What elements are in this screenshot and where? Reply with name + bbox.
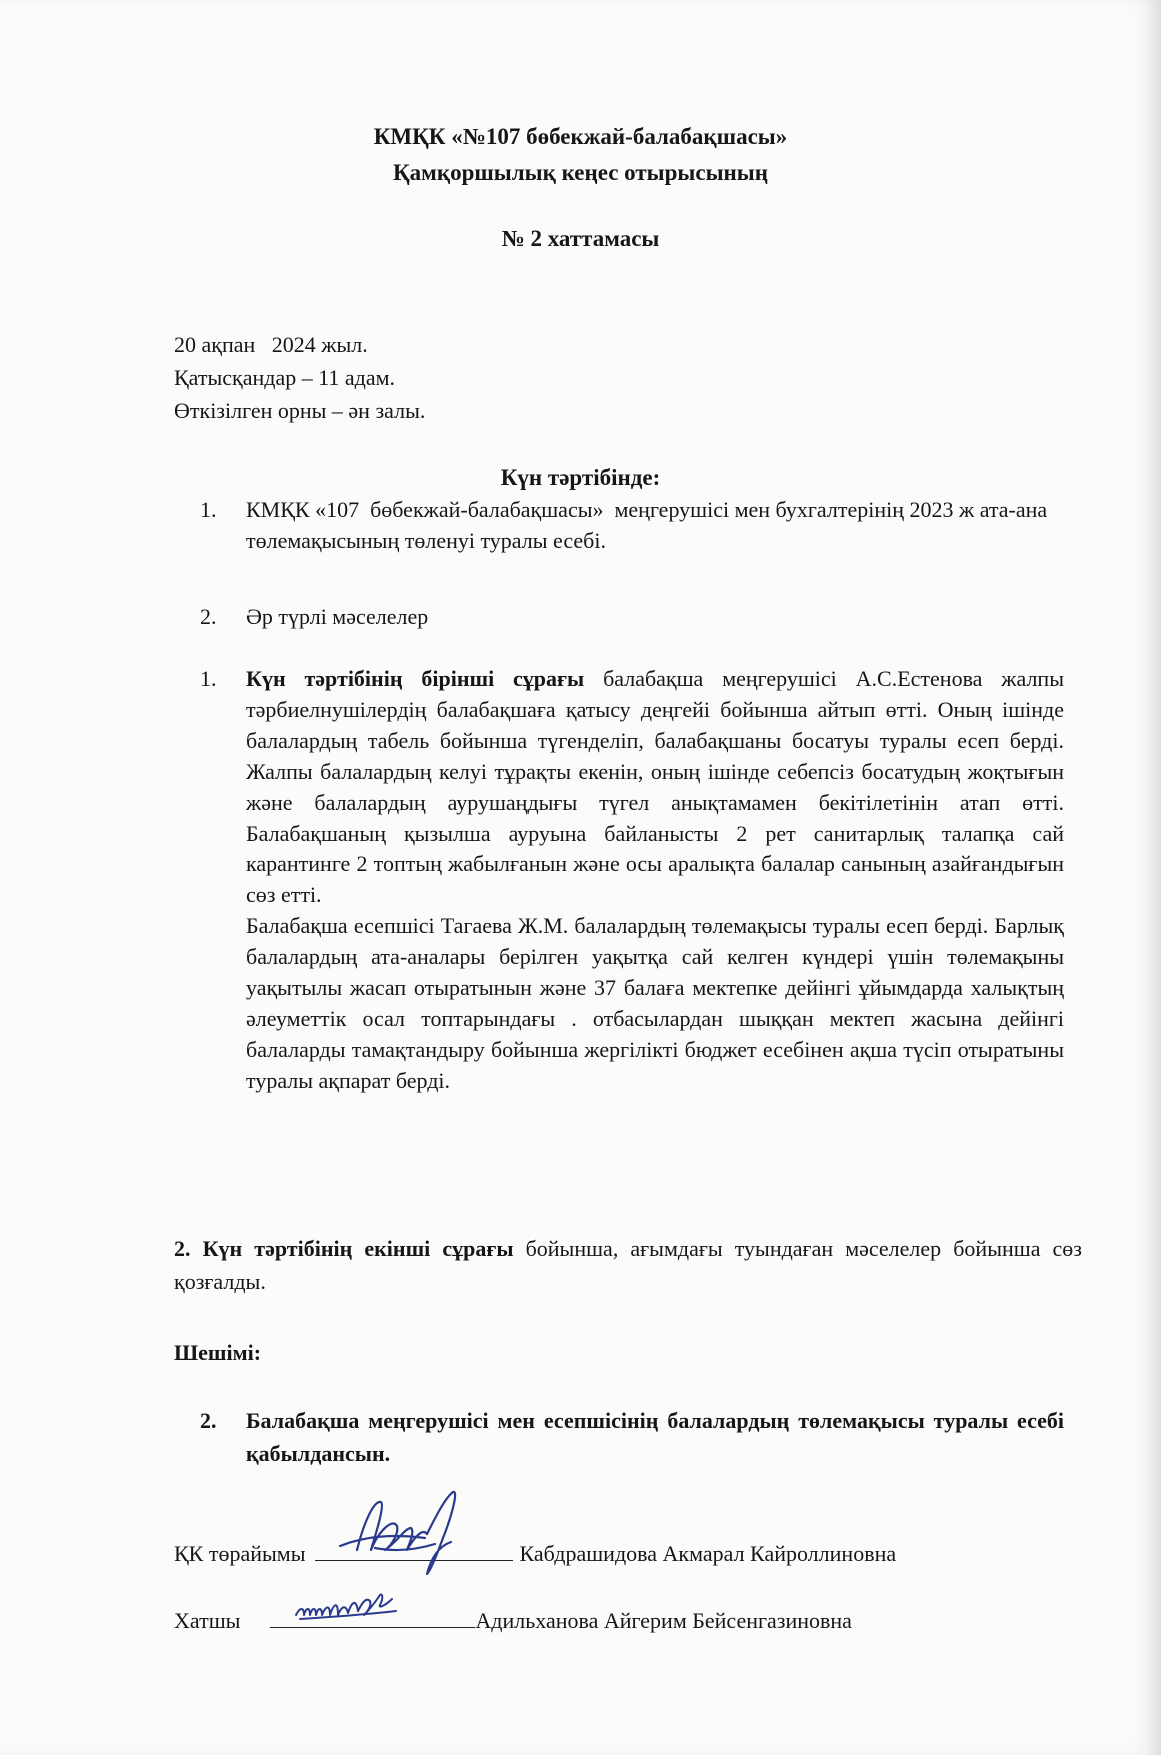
decision-item-text: Балабақша меңгерушісі мен есепшісінің балалардың төлемақысы туралы есебі қабылдансын. [246,1408,1064,1466]
protocol-number: № 2 хаттамасы [501,226,660,251]
agenda-item-number: 1. [200,497,217,522]
discussion-item-2 [174,1232,1082,1298]
meeting-attendees: Қатысқандар – 11 адам. [174,365,396,390]
discussion-text-2: бойынша, ағымдағы туындаған мәселелер бойынша сөз қозғалды. [174,1236,1082,1294]
chair-signature-icon [335,1488,485,1578]
agenda-heading: Күн тәртібінде: [500,465,661,490]
decision-item [200,1404,1064,1470]
agenda-item-number: 2. [200,604,217,629]
meeting-date: 20 ақпан 2024 жыл. [174,332,368,357]
decision-heading: Шешімі: [174,1340,262,1365]
document-subtitle: Қамқоршылық кеңес отырысының [392,160,769,185]
agenda-item-2 [200,601,1064,632]
discussion-paragraph-2: Балабақша есепшісі Тагаева Ж.М. балалардың төлемақысы туралы есеп берді. Барлық балалардың ата-аналары берілген уақытқа сай келген күндері үшін төлемақыны уақытылы жасап отыратынын және 37 балаға мектепке дейінгі ұйымдарда халықтың әлеуметтік осал топтарындағы . отбасылардан шыққан мектеп жасына дейінгі балаларды тамақтандыру бойынша жергілікті бюджет есебінен ақша түсіп отыратыны туралы ақпарат берді. [246,913,1064,1093]
chair-signature-line [174,1538,896,1567]
discussion-text-1: балабақша меңгерушісі А.С.Естенова жалпы тәрбиелнушілердің балабақшаға қатысу деңгейі бойынша айтып өтті. Оның ішінде балалардың табель бойынша түгенделіп, балабақшаны босатуы туралы есеп берді. Жалпы балалардың келуі тұрақты екенін, оның ішінде себепсіз босатудың жоқтығын және балалардың аурушаңдығы түгел анықтамамен бекітілетінін атап өтті. Балабақшаның қызылша ауруына байланысты 2 рет санитарлық талапқа сай карантинге 2 топтың жабылғанын және осы аралықта балалар санының азайғандығын сөз етті. [246,666,1064,908]
agenda-item-text: Әр түрлі мәселелер [246,604,429,629]
discussion-item-1 [200,664,1064,1097]
secretary-signature-icon [292,1587,402,1627]
agenda-item-1 [200,494,1064,556]
signature-blank [270,1605,475,1628]
secretary-name: Адильханова Айгерим Бейсенгазиновна [475,1608,852,1633]
discussion-paragraph-1 [246,664,1064,911]
document-title: КМҚК «№107 бөбекжай-балабақшасы» [373,124,788,149]
discussion-lead: 2. Күн тәртібінің екінші сұрағы [174,1236,514,1261]
discussion-lead: Күн тәртібінің бірінші сұрағы [246,666,585,691]
discussion-item-number: 1. [200,666,217,691]
meeting-venue: Өткізілген орны – ән залы. [174,398,426,423]
agenda-item-text: КМҚК «107 бөбекжай-балабақшасы» меңгерушісі мен бухгалтерінің 2023 ж ата-ана төлемақысының төленуі туралы есебі. [246,497,1053,553]
decision-item-number: 2. [200,1408,217,1433]
chair-label: ҚК төрайымы [174,1541,306,1566]
secretary-label: Хатшы [174,1608,241,1633]
chair-name: Кабдрашидова Акмарал Кайроллиновна [519,1541,897,1566]
meeting-meta [174,328,425,427]
discussion-item-body [246,664,1064,1097]
signature-blank [315,1538,513,1561]
secretary-signature-line [174,1605,852,1634]
